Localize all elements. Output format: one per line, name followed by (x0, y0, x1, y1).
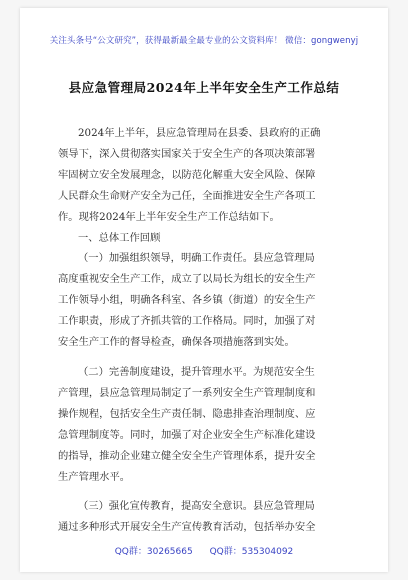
body-line: 作。现将2024年上半年安全生产工作总结如下。 (58, 210, 280, 223)
body-line: （三）强化宣传教育，提高安全意识。县应急管理局 (78, 500, 315, 513)
document-title: 县应急管理局2024年上半年安全生产工作总结 (68, 80, 340, 95)
footer-banner (20, 544, 388, 557)
body-line: 生产管理水平。 (58, 470, 131, 483)
body-line: 产管理，县应急管理局制定了一系列安全生产管理制度和 (58, 386, 316, 399)
body-line: 高度重视安全生产工作，成立了以局长为组长的安全生产 (58, 273, 316, 286)
body-line: 牢固树立安全发展理念，以防范化解重大安全风险、保障 (58, 168, 316, 181)
body-line: 操作规程，包括安全生产责任制、隐患排查治理制度、应 (58, 407, 316, 420)
body-line: 通过多种形式开展安全生产宣传教育活动，包括举办安全 (58, 521, 316, 534)
body-line: 工作职责，形成了齐抓共管的工作格局。同时，加强了对 (58, 315, 316, 328)
section-heading: 一、总体工作回顾 (78, 231, 161, 244)
body-line: 领导下，深入贯彻落实国家关于安全生产的各项决策部署 (58, 147, 316, 160)
header-banner: 关注头条号“公文研究”，获得最新最全最专业的公文资料库！ 微信：gongwenyj (49, 36, 359, 46)
footer-qq-group-1: QQ群：30265665 (114, 547, 193, 557)
footer-qq-group-2: QQ群：535304092 (209, 547, 294, 557)
body-line: （一）加强组织领导，明确工作责任。县应急管理局 (78, 252, 315, 265)
body-line: （二）完善制度建设，提升管理水平。为规范安全生 (78, 365, 315, 378)
body-line: 的指导，推动企业建立健全安全生产管理体系，提升安全 (58, 449, 316, 462)
body-line: 人民群众生命财产安全为己任，全面推进安全生产各项工 (58, 189, 316, 202)
document-body (58, 123, 358, 538)
body-line: 工作领导小组，明确各科室、各乡镇（街道）的安全生产 (58, 294, 316, 307)
body-line: 2024年上半年，县应急管理局在县委、县政府的正确 (78, 127, 321, 139)
document-page (20, 8, 388, 572)
body-line: 安全生产工作的督导检查，确保各项措施落到实处。 (58, 336, 295, 349)
body-line: 急管理制度等。同时，加强了对企业安全生产标准化建设 (58, 428, 316, 441)
